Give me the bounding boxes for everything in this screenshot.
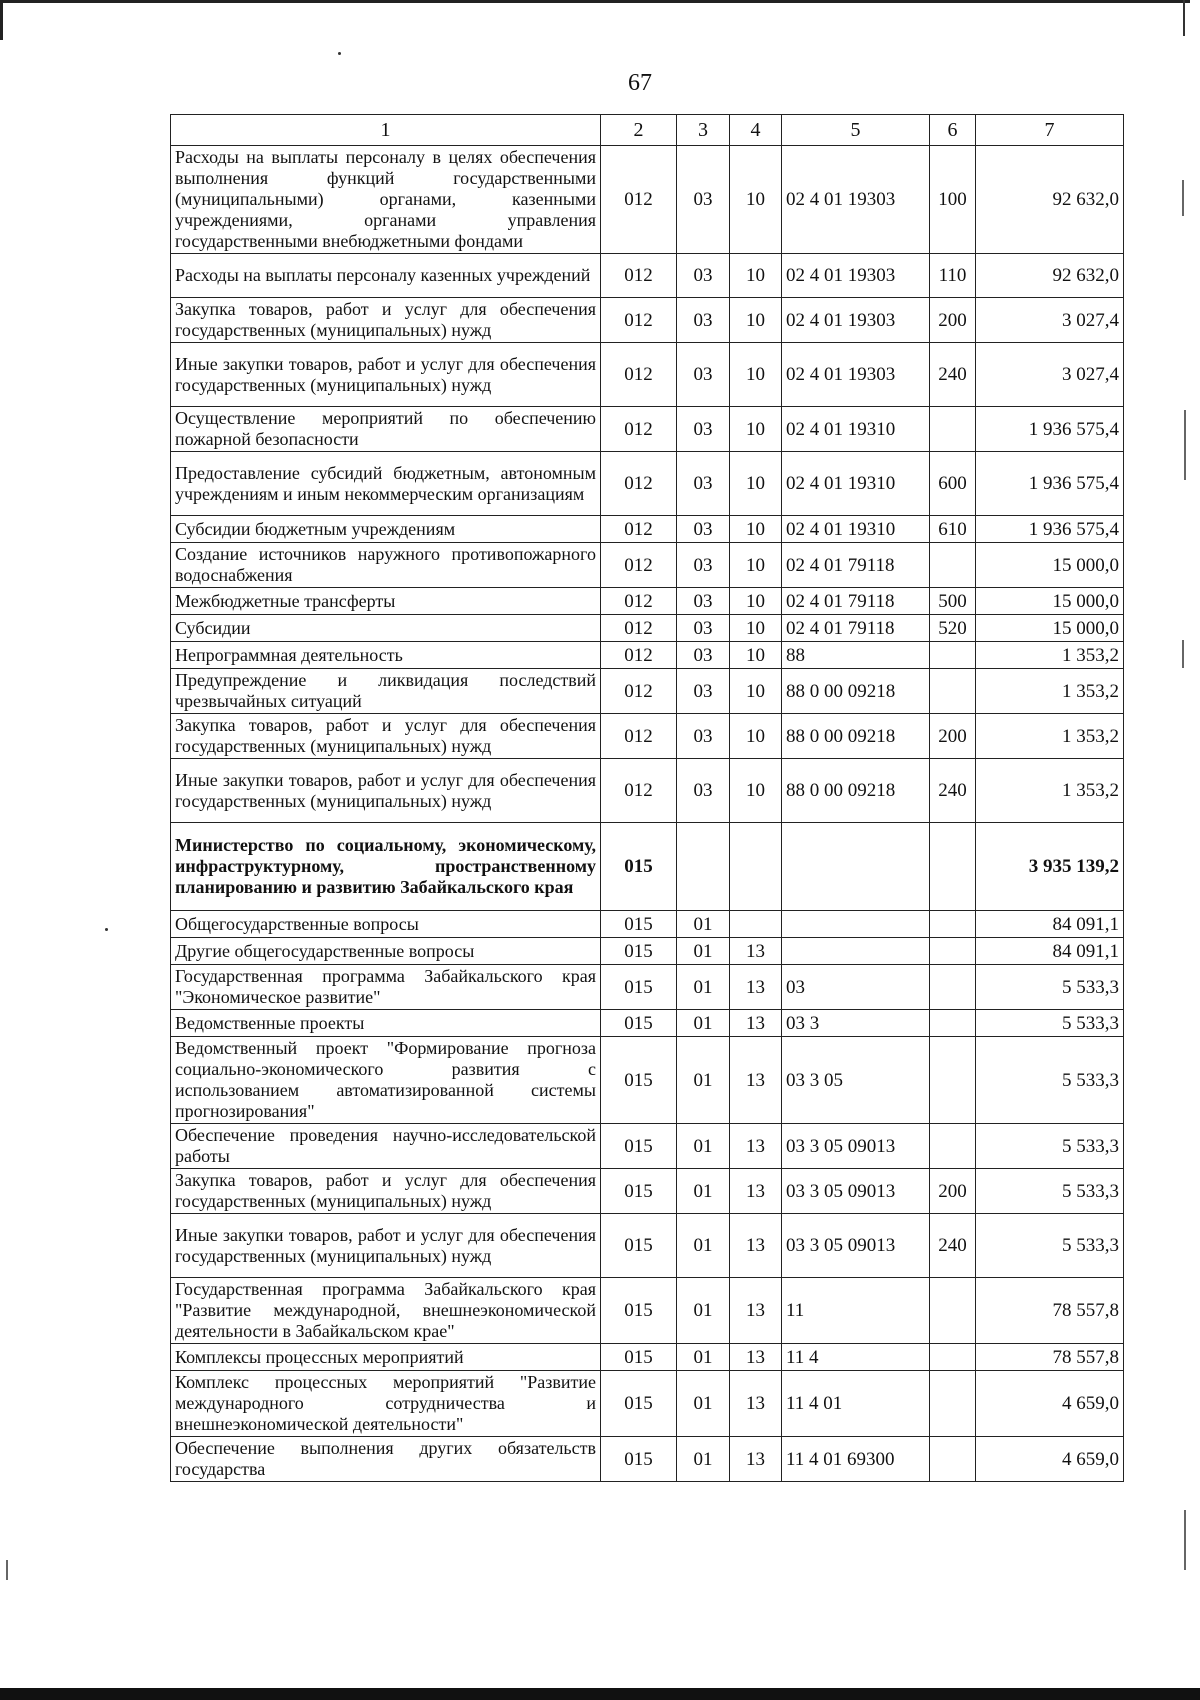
row-name-cell: Расходы на выплаты персоналу в целях обеспечения выполнения функций государственными (муниципальными) органами, казенными учреждениями, органами управления государственными внебюджетными фондами — [171, 146, 601, 254]
row-amount-cell: 84 091,1 — [976, 911, 1124, 938]
row-amount-cell: 1 936 575,4 — [976, 516, 1124, 543]
row-amount-cell: 1 936 575,4 — [976, 452, 1124, 516]
row-expense-type-cell — [930, 642, 976, 669]
row-name-cell: Государственная программа Забайкальского края "Развитие международной, внешнеэкономической деятельности в Забайкальском крае" — [171, 1278, 601, 1344]
row-name-cell: Обеспечение проведения научно-исследовательской работы — [171, 1124, 601, 1169]
row-target-article-cell: 03 3 05 09013 — [782, 1124, 930, 1169]
row-expense-type-cell — [930, 543, 976, 588]
row-section-code-cell: 01 — [677, 938, 730, 965]
row-target-article-cell: 02 4 01 19310 — [782, 516, 930, 543]
row-amount-cell: 5 533,3 — [976, 1169, 1124, 1214]
row-target-article-cell: 03 3 05 09013 — [782, 1169, 930, 1214]
row-section-code-cell: 01 — [677, 1037, 730, 1124]
row-department-code-cell: 015 — [601, 1124, 677, 1169]
scan-edge-bottom — [0, 1688, 1200, 1700]
row-section-code-cell: 03 — [677, 669, 730, 714]
row-amount-cell: 3 027,4 — [976, 343, 1124, 407]
row-name-cell: Другие общегосударственные вопросы — [171, 938, 601, 965]
row-name-cell: Ведомственные проекты — [171, 1010, 601, 1037]
table-row — [171, 343, 1124, 407]
row-section-code-cell: 03 — [677, 543, 730, 588]
row-department-code-cell: 012 — [601, 642, 677, 669]
row-name-cell: Межбюджетные трансферты — [171, 588, 601, 615]
row-target-article-cell: 02 4 01 79118 — [782, 543, 930, 588]
row-department-code-cell: 012 — [601, 298, 677, 343]
row-target-article-cell — [782, 911, 930, 938]
row-expense-type-cell — [930, 1037, 976, 1124]
column-header: 5 — [782, 115, 930, 146]
row-subsection-code-cell — [730, 911, 782, 938]
row-expense-type-cell — [930, 938, 976, 965]
row-amount-cell: 15 000,0 — [976, 588, 1124, 615]
row-amount-cell: 15 000,0 — [976, 543, 1124, 588]
row-section-code-cell: 03 — [677, 759, 730, 823]
row-section-code-cell: 01 — [677, 1344, 730, 1371]
row-target-article-cell: 02 4 01 79118 — [782, 615, 930, 642]
table-row — [171, 1124, 1124, 1169]
table-row — [171, 1437, 1124, 1482]
row-target-article-cell: 02 4 01 19303 — [782, 298, 930, 343]
row-subsection-code-cell: 10 — [730, 759, 782, 823]
row-subsection-code-cell: 10 — [730, 543, 782, 588]
row-section-code-cell: 01 — [677, 911, 730, 938]
row-target-article-cell: 03 3 05 09013 — [782, 1214, 930, 1278]
row-amount-cell: 4 659,0 — [976, 1371, 1124, 1437]
row-name-cell: Осуществление мероприятий по обеспечению пожарной безопасности — [171, 407, 601, 452]
row-subsection-code-cell: 13 — [730, 965, 782, 1010]
row-name-cell: Министерство по социальному, экономическому, инфраструктурному, пространственному планированию и развитию Забайкальского края — [171, 823, 601, 911]
row-amount-cell: 1 353,2 — [976, 642, 1124, 669]
row-department-code-cell: 015 — [601, 938, 677, 965]
row-name-cell: Субсидии — [171, 615, 601, 642]
scan-noise — [1182, 180, 1184, 216]
row-subsection-code-cell: 13 — [730, 1437, 782, 1482]
table-row — [171, 588, 1124, 615]
column-header: 1 — [171, 115, 601, 146]
row-name-cell: Закупка товаров, работ и услуг для обеспечения государственных (муниципальных) нужд — [171, 1169, 601, 1214]
row-subsection-code-cell: 13 — [730, 1278, 782, 1344]
row-subsection-code-cell: 13 — [730, 1124, 782, 1169]
page-number-text: 67 — [628, 70, 652, 96]
row-section-code-cell: 03 — [677, 714, 730, 759]
row-section-code-cell: 03 — [677, 516, 730, 543]
row-subsection-code-cell: 13 — [730, 1371, 782, 1437]
row-amount-cell: 1 353,2 — [976, 714, 1124, 759]
table-row — [171, 543, 1124, 588]
row-amount-cell: 92 632,0 — [976, 146, 1124, 254]
row-subsection-code-cell: 10 — [730, 452, 782, 516]
row-target-article-cell: 02 4 01 19303 — [782, 343, 930, 407]
row-subsection-code-cell: 10 — [730, 407, 782, 452]
row-subsection-code-cell: 13 — [730, 1214, 782, 1278]
table-row — [171, 1214, 1124, 1278]
table-row — [171, 823, 1124, 911]
row-amount-cell: 5 533,3 — [976, 965, 1124, 1010]
row-department-code-cell: 015 — [601, 911, 677, 938]
row-name-cell: Иные закупки товаров, работ и услуг для обеспечения государственных (муниципальных) нужд — [171, 1214, 601, 1278]
row-department-code-cell: 012 — [601, 669, 677, 714]
row-name-cell: Иные закупки товаров, работ и услуг для обеспечения государственных (муниципальных) нужд — [171, 759, 601, 823]
row-subsection-code-cell: 13 — [730, 1169, 782, 1214]
row-department-code-cell: 015 — [601, 1010, 677, 1037]
page-number — [40, 70, 1200, 97]
row-expense-type-cell: 610 — [930, 516, 976, 543]
row-amount-cell: 5 533,3 — [976, 1214, 1124, 1278]
row-amount-cell: 4 659,0 — [976, 1437, 1124, 1482]
scan-edge-top — [0, 0, 1190, 3]
row-department-code-cell: 012 — [601, 615, 677, 642]
row-department-code-cell: 015 — [601, 1437, 677, 1482]
table-row — [171, 298, 1124, 343]
row-subsection-code-cell: 13 — [730, 1010, 782, 1037]
row-department-code-cell: 012 — [601, 714, 677, 759]
row-expense-type-cell: 240 — [930, 1214, 976, 1278]
table-header-row — [171, 115, 1124, 146]
table-row — [171, 669, 1124, 714]
row-expense-type-cell — [930, 1010, 976, 1037]
row-section-code-cell: 03 — [677, 642, 730, 669]
row-amount-cell: 5 533,3 — [976, 1010, 1124, 1037]
row-expense-type-cell: 200 — [930, 1169, 976, 1214]
table-row — [171, 759, 1124, 823]
row-target-article-cell: 02 4 01 19303 — [782, 146, 930, 254]
row-section-code-cell: 03 — [677, 407, 730, 452]
row-department-code-cell: 015 — [601, 1037, 677, 1124]
scan-speck — [338, 52, 341, 55]
scan-noise — [6, 1560, 8, 1580]
row-target-article-cell: 02 4 01 19310 — [782, 452, 930, 516]
row-amount-cell: 3 027,4 — [976, 298, 1124, 343]
table-row — [171, 407, 1124, 452]
row-amount-cell: 1 936 575,4 — [976, 407, 1124, 452]
row-subsection-code-cell: 10 — [730, 516, 782, 543]
table-row — [171, 615, 1124, 642]
column-header: 3 — [677, 115, 730, 146]
row-section-code-cell: 01 — [677, 965, 730, 1010]
row-name-cell: Иные закупки товаров, работ и услуг для обеспечения государственных (муниципальных) нужд — [171, 343, 601, 407]
row-department-code-cell: 015 — [601, 1371, 677, 1437]
column-header: 7 — [976, 115, 1124, 146]
row-department-code-cell: 012 — [601, 516, 677, 543]
scan-speck — [105, 928, 108, 931]
table-row — [171, 516, 1124, 543]
row-expense-type-cell: 110 — [930, 254, 976, 298]
row-subsection-code-cell: 10 — [730, 254, 782, 298]
table-row — [171, 965, 1124, 1010]
row-department-code-cell: 015 — [601, 1278, 677, 1344]
table-row — [171, 1278, 1124, 1344]
row-department-code-cell: 015 — [601, 1344, 677, 1371]
row-target-article-cell: 03 — [782, 965, 930, 1010]
row-target-article-cell: 02 4 01 19310 — [782, 407, 930, 452]
scan-noise — [1184, 410, 1186, 480]
row-name-cell: Общегосударственные вопросы — [171, 911, 601, 938]
row-department-code-cell: 015 — [601, 965, 677, 1010]
row-name-cell: Комплекс процессных мероприятий "Развитие международного сотрудничества и внешнеэкономической деятельности" — [171, 1371, 601, 1437]
row-name-cell: Государственная программа Забайкальского края "Экономическое развитие" — [171, 965, 601, 1010]
row-amount-cell: 84 091,1 — [976, 938, 1124, 965]
row-amount-cell: 3 935 139,2 — [976, 823, 1124, 911]
row-amount-cell: 1 353,2 — [976, 669, 1124, 714]
row-target-article-cell: 88 0 00 09218 — [782, 759, 930, 823]
row-section-code-cell: 01 — [677, 1214, 730, 1278]
scan-edge-right — [1183, 0, 1185, 36]
row-expense-type-cell — [930, 1278, 976, 1344]
row-target-article-cell: 11 4 01 — [782, 1371, 930, 1437]
row-name-cell: Закупка товаров, работ и услуг для обеспечения государственных (муниципальных) нужд — [171, 298, 601, 343]
row-department-code-cell: 015 — [601, 1169, 677, 1214]
row-expense-type-cell: 200 — [930, 714, 976, 759]
table-row — [171, 911, 1124, 938]
row-name-cell: Обеспечение выполнения других обязательств государства — [171, 1437, 601, 1482]
row-expense-type-cell: 520 — [930, 615, 976, 642]
table-row — [171, 1010, 1124, 1037]
row-name-cell: Субсидии бюджетным учреждениям — [171, 516, 601, 543]
row-department-code-cell: 012 — [601, 588, 677, 615]
row-target-article-cell: 88 0 00 09218 — [782, 669, 930, 714]
scan-noise — [1182, 640, 1184, 668]
row-expense-type-cell: 240 — [930, 343, 976, 407]
row-target-article-cell: 03 3 — [782, 1010, 930, 1037]
row-expense-type-cell — [930, 669, 976, 714]
row-section-code-cell: 01 — [677, 1278, 730, 1344]
table-row — [171, 938, 1124, 965]
scan-edge-left — [0, 0, 3, 40]
row-section-code-cell: 03 — [677, 146, 730, 254]
row-section-code-cell: 03 — [677, 254, 730, 298]
scan-noise — [1184, 1510, 1186, 1570]
row-department-code-cell: 012 — [601, 343, 677, 407]
row-subsection-code-cell: 10 — [730, 642, 782, 669]
row-subsection-code-cell: 10 — [730, 588, 782, 615]
row-name-cell: Непрограммная деятельность — [171, 642, 601, 669]
row-subsection-code-cell: 10 — [730, 343, 782, 407]
row-amount-cell: 5 533,3 — [976, 1124, 1124, 1169]
row-name-cell: Предупреждение и ликвидация последствий чрезвычайных ситуаций — [171, 669, 601, 714]
column-header: 2 — [601, 115, 677, 146]
row-target-article-cell: 11 — [782, 1278, 930, 1344]
row-amount-cell: 1 353,2 — [976, 759, 1124, 823]
row-target-article-cell: 11 4 01 69300 — [782, 1437, 930, 1482]
row-target-article-cell: 02 4 01 19303 — [782, 254, 930, 298]
row-department-code-cell: 012 — [601, 146, 677, 254]
row-expense-type-cell: 240 — [930, 759, 976, 823]
row-section-code-cell — [677, 823, 730, 911]
row-expense-type-cell — [930, 1371, 976, 1437]
table-row — [171, 714, 1124, 759]
table-row — [171, 1371, 1124, 1437]
budget-table — [170, 114, 1124, 1482]
row-amount-cell: 92 632,0 — [976, 254, 1124, 298]
row-name-cell: Ведомственный проект "Формирование прогноза социально-экономического развития с использованием автоматизированной системы прогнозирования" — [171, 1037, 601, 1124]
row-expense-type-cell — [930, 823, 976, 911]
row-subsection-code-cell — [730, 823, 782, 911]
row-target-article-cell: 02 4 01 79118 — [782, 588, 930, 615]
row-name-cell: Предоставление субсидий бюджетным, автономным учреждениям и иным некоммерческим организациям — [171, 452, 601, 516]
row-subsection-code-cell: 13 — [730, 1037, 782, 1124]
row-subsection-code-cell: 10 — [730, 615, 782, 642]
row-section-code-cell: 01 — [677, 1371, 730, 1437]
row-section-code-cell: 03 — [677, 452, 730, 516]
row-department-code-cell: 012 — [601, 543, 677, 588]
row-name-cell: Комплексы процессных мероприятий — [171, 1344, 601, 1371]
row-expense-type-cell — [930, 911, 976, 938]
row-department-code-cell: 012 — [601, 452, 677, 516]
table-row — [171, 1169, 1124, 1214]
row-subsection-code-cell: 13 — [730, 1344, 782, 1371]
column-header: 4 — [730, 115, 782, 146]
column-header: 6 — [930, 115, 976, 146]
row-expense-type-cell — [930, 965, 976, 1010]
row-expense-type-cell — [930, 1344, 976, 1371]
row-amount-cell: 78 557,8 — [976, 1344, 1124, 1371]
row-expense-type-cell: 200 — [930, 298, 976, 343]
row-expense-type-cell: 600 — [930, 452, 976, 516]
row-target-article-cell: 88 — [782, 642, 930, 669]
row-target-article-cell — [782, 938, 930, 965]
row-department-code-cell: 015 — [601, 823, 677, 911]
row-department-code-cell: 012 — [601, 759, 677, 823]
row-name-cell: Расходы на выплаты персоналу казенных учреждений — [171, 254, 601, 298]
row-subsection-code-cell: 10 — [730, 146, 782, 254]
row-expense-type-cell — [930, 1124, 976, 1169]
row-target-article-cell: 03 3 05 — [782, 1037, 930, 1124]
row-amount-cell: 5 533,3 — [976, 1037, 1124, 1124]
row-section-code-cell: 01 — [677, 1437, 730, 1482]
table-row — [171, 642, 1124, 669]
row-subsection-code-cell: 10 — [730, 298, 782, 343]
row-department-code-cell: 012 — [601, 407, 677, 452]
row-amount-cell: 15 000,0 — [976, 615, 1124, 642]
row-section-code-cell: 03 — [677, 588, 730, 615]
table-row — [171, 254, 1124, 298]
table-row — [171, 1344, 1124, 1371]
row-amount-cell: 78 557,8 — [976, 1278, 1124, 1344]
row-target-article-cell — [782, 823, 930, 911]
row-name-cell: Создание источников наружного противопожарного водоснабжения — [171, 543, 601, 588]
row-subsection-code-cell: 10 — [730, 669, 782, 714]
table-row — [171, 1037, 1124, 1124]
row-section-code-cell: 03 — [677, 298, 730, 343]
row-expense-type-cell: 100 — [930, 146, 976, 254]
row-section-code-cell: 01 — [677, 1010, 730, 1037]
row-section-code-cell: 03 — [677, 615, 730, 642]
row-expense-type-cell — [930, 407, 976, 452]
row-section-code-cell: 01 — [677, 1124, 730, 1169]
row-name-cell: Закупка товаров, работ и услуг для обеспечения государственных (муниципальных) нужд — [171, 714, 601, 759]
row-section-code-cell: 03 — [677, 343, 730, 407]
row-target-article-cell: 88 0 00 09218 — [782, 714, 930, 759]
table-row — [171, 146, 1124, 254]
row-subsection-code-cell: 13 — [730, 938, 782, 965]
row-expense-type-cell: 500 — [930, 588, 976, 615]
row-department-code-cell: 012 — [601, 254, 677, 298]
row-subsection-code-cell: 10 — [730, 714, 782, 759]
row-expense-type-cell — [930, 1437, 976, 1482]
row-department-code-cell: 015 — [601, 1214, 677, 1278]
row-target-article-cell: 11 4 — [782, 1344, 930, 1371]
row-section-code-cell: 01 — [677, 1169, 730, 1214]
table-row — [171, 452, 1124, 516]
